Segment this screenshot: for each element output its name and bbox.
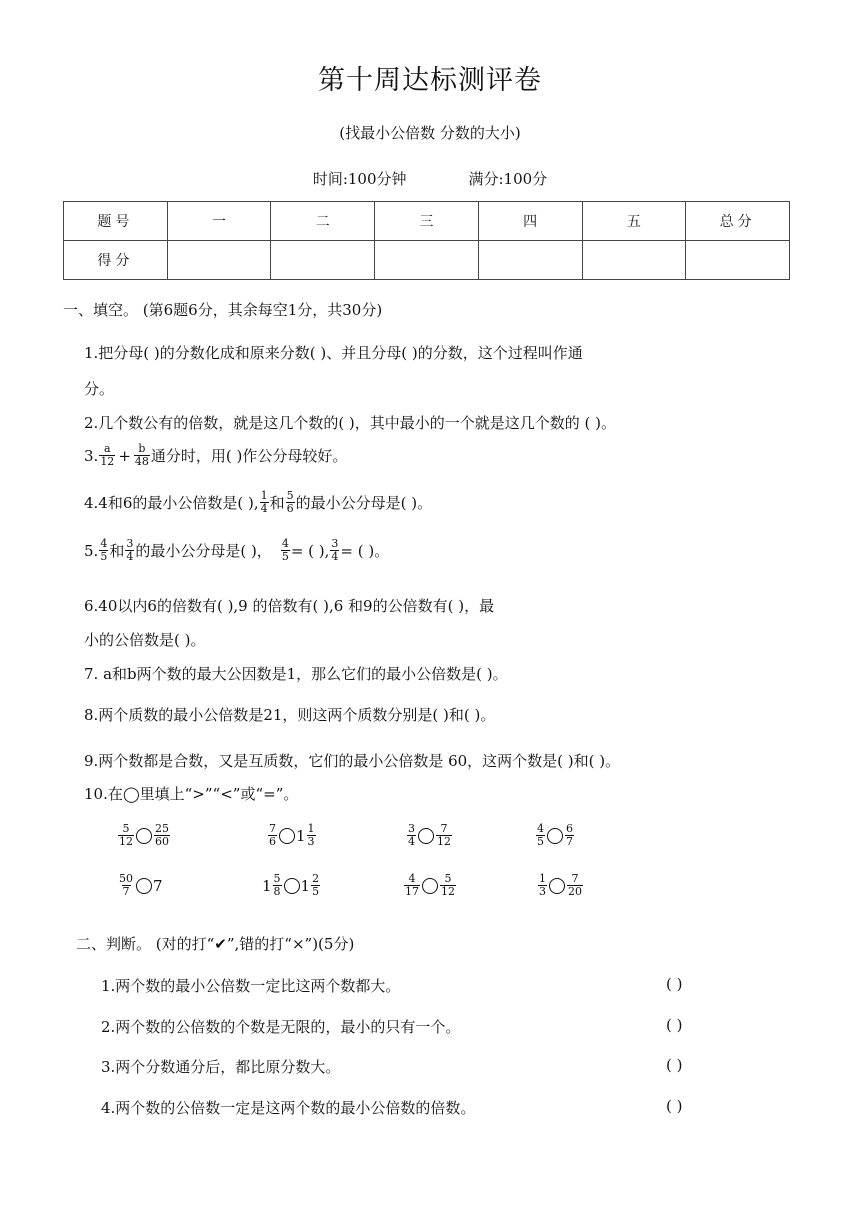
score-table-score-row (64, 241, 790, 280)
question-3 (84, 443, 347, 468)
numerator: 7 (440, 822, 448, 835)
score-cell: 题号 (64, 202, 168, 241)
numerator: 4 (408, 872, 416, 885)
denominator: 12 (119, 835, 133, 848)
denominator: 60 (155, 835, 169, 848)
numerator: 5 (122, 822, 130, 835)
denominator: 4 (408, 835, 415, 848)
fraction (407, 823, 416, 848)
numerator: 1 (307, 822, 315, 835)
numerator: 3 (408, 822, 415, 835)
fraction (134, 443, 150, 468)
numerator: 1 (539, 872, 546, 885)
fraction (154, 823, 170, 848)
fraction (118, 873, 134, 898)
question-2: 2.几个数公有的倍数，就是这几个数的( )，其中最小的一个就是这几个数的 ( )。 (84, 414, 617, 432)
fraction (273, 873, 282, 898)
numerator: 3 (331, 537, 339, 550)
denominator: 8 (273, 885, 281, 898)
score-cell: 四 (478, 202, 582, 241)
question-6-line1: 6.40以内6的倍数有( ),9 的倍数有( ),6 和9的公倍数有( )，最 (84, 597, 495, 615)
whole-number: 1 (300, 876, 311, 895)
numerator: 7 (571, 872, 579, 885)
q4-part-a: 4.4和6的最小公倍数是( ), (84, 494, 259, 512)
compare-item (117, 873, 163, 898)
denominator: 4 (126, 550, 134, 563)
fraction (565, 823, 574, 848)
denominator: 12 (100, 455, 115, 468)
score-cell: 总分 (686, 202, 790, 241)
compare-item (117, 823, 171, 848)
fraction (99, 443, 115, 468)
fraction (281, 538, 290, 563)
whole-number: 7 (153, 876, 163, 895)
numerator: 5 (273, 872, 281, 885)
score-row-label: 得分 (64, 241, 168, 280)
fraction (286, 490, 295, 515)
page-subtitle: (找最小公倍数 分数的大小) (339, 124, 521, 142)
compare-circle[interactable] (136, 828, 152, 844)
fraction (268, 823, 277, 848)
compare-item (406, 823, 453, 848)
denominator: 12 (441, 885, 455, 898)
denominator: 3 (539, 885, 546, 898)
exam-meta (0, 168, 860, 189)
numerator: 4 (281, 537, 289, 550)
question-7: 7. a和b两个数的最大公因数是1，那么它们的最小公倍数是( )。 (84, 665, 508, 683)
q4-and: 和 (269, 494, 285, 512)
question-4 (84, 490, 432, 515)
question-6-line2: 小的公倍数是( )。 (84, 631, 206, 649)
denominator: 12 (437, 835, 451, 848)
compare-item (537, 873, 584, 898)
time-limit: 时间:100分钟 (312, 170, 407, 188)
whole-number: 1 (296, 826, 306, 845)
question-9: 9.两个数都是合数，又是互质数，它们的最小公倍数是 60，这两个数是( )和( )。 (84, 752, 621, 770)
denominator: 7 (566, 835, 573, 848)
fraction (118, 823, 134, 848)
fraction (567, 873, 583, 898)
score-cell: 三 (375, 202, 479, 241)
numerator: 6 (566, 822, 573, 835)
judge-item-4: 4.两个数的公倍数一定是这两个数的最小公倍数的倍数。 (101, 1099, 476, 1117)
q4-part-b: 的最小公分母是( )。 (295, 494, 433, 512)
fraction (307, 823, 316, 848)
numerator: 7 (269, 822, 276, 835)
fraction (311, 873, 320, 898)
judge-item-2: 2.两个数的公倍数的个数是无限的，最小的只有一个。 (101, 1018, 461, 1036)
score-input-cell[interactable] (478, 241, 582, 280)
fraction (536, 823, 545, 848)
numerator: 1 (260, 489, 268, 502)
numerator: b (138, 442, 146, 455)
compare-circle[interactable] (136, 878, 152, 894)
numerator: 5 (286, 489, 294, 502)
fraction (125, 538, 134, 563)
section1-title: 一、填空。 (第6题6分，其余每空1分，共30分) (63, 301, 383, 319)
judge-item-1: 1.两个数的最小公倍数一定比这两个数都大。 (101, 977, 401, 995)
score-cell: 五 (582, 202, 686, 241)
denominator: 3 (307, 835, 315, 848)
plus-sign: + (118, 446, 131, 465)
fraction (330, 538, 339, 563)
denominator: 48 (134, 455, 149, 468)
judge-answer-paren[interactable]: ( ) (666, 1016, 683, 1034)
numerator: 25 (155, 822, 169, 835)
score-input-cell[interactable] (686, 241, 790, 280)
denominator: 6 (269, 835, 276, 848)
fraction (440, 873, 456, 898)
question-10: 10.在◯里填上“>”“<”或“=”。 (84, 785, 299, 803)
numerator: 2 (312, 872, 320, 885)
denominator: 4 (331, 550, 339, 563)
q5-part-c: = ( ), (290, 541, 330, 560)
compare-circle[interactable] (418, 828, 434, 844)
denominator: 17 (405, 885, 419, 898)
q5-part-d: = ( )。 (340, 542, 390, 560)
denominator: 7 (122, 885, 130, 898)
denominator: 5 (281, 550, 289, 563)
q5-part-a: 5. (84, 541, 99, 560)
judge-answer-paren[interactable]: ( ) (666, 1056, 683, 1074)
whole-number: 1 (262, 876, 272, 895)
page-title: 第十周达标测评卷 (318, 65, 542, 96)
compare-circle[interactable] (279, 828, 295, 844)
compare-circle[interactable] (422, 878, 438, 894)
compare-item (262, 873, 321, 898)
section2-title: 二、判断。 (对的打“✔”,错的打“×”)(5分) (76, 935, 355, 953)
score-input-cell[interactable] (167, 241, 271, 280)
numerator: 50 (119, 872, 133, 885)
numerator: 4 (537, 822, 544, 835)
denominator: 5 (100, 550, 108, 563)
score-cell: 一 (167, 202, 271, 241)
judge-answer-paren[interactable]: ( ) (666, 1097, 683, 1115)
compare-circle[interactable] (547, 828, 563, 844)
compare-circle[interactable] (549, 878, 565, 894)
denominator: 20 (568, 885, 582, 898)
numerator: a (104, 442, 111, 455)
compare-item (267, 823, 317, 848)
compare-circle[interactable] (284, 878, 300, 894)
fraction (260, 490, 269, 515)
denominator: 6 (286, 502, 294, 515)
numerator: 3 (126, 537, 134, 550)
question-5 (84, 538, 389, 563)
score-input-cell[interactable] (582, 241, 686, 280)
q5-and: 和 (109, 542, 125, 560)
question-1-line1: 1.把分母( )的分数化成和原来分数( )、并且分母( )的分数，这个过程叫作通 (84, 344, 583, 362)
fraction (99, 538, 108, 563)
denominator: 4 (260, 502, 268, 515)
question-8: 8.两个质数的最小公倍数是21，则这两个质数分别是( )和( )。 (84, 706, 496, 724)
score-table (63, 201, 790, 280)
q3-suffix: 通分时，用( )作公分母较好。 (150, 447, 348, 465)
denominator: 5 (312, 885, 320, 898)
judge-item-3: 3.两个分数通分后，都比原分数大。 (101, 1058, 341, 1076)
score-input-cell[interactable] (375, 241, 479, 280)
score-cell: 二 (271, 202, 375, 241)
fraction (404, 873, 420, 898)
fraction (538, 873, 547, 898)
score-input-cell[interactable] (271, 241, 375, 280)
q3-prefix: 3. (84, 446, 99, 465)
compare-item (403, 873, 457, 898)
numerator: 4 (100, 537, 108, 550)
full-score: 满分:100分 (468, 170, 548, 188)
question-1-line2: 分。 (84, 380, 115, 398)
judge-answer-paren[interactable]: ( ) (666, 975, 683, 993)
fraction (436, 823, 452, 848)
numerator: 5 (444, 872, 452, 885)
q5-part-b: 的最小公分母是( )， (135, 542, 272, 560)
score-table-header-row (64, 202, 790, 241)
compare-item (535, 823, 575, 848)
denominator: 5 (537, 835, 544, 848)
